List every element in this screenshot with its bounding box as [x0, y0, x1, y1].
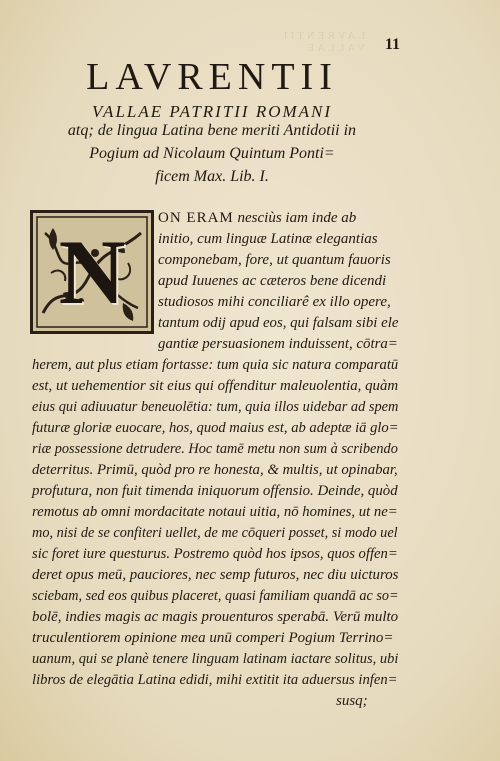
text-line-9: est, ut uehementior sit eius qui offenditur maleuolentia, quàm	[32, 378, 399, 394]
text-line-21: truculentiorem opinione mea unū comperi Pogium Terrino=	[32, 630, 394, 646]
opening-caps: ON ERAM	[158, 210, 234, 226]
text-line-6: tantum odij apud eos, qui falsam sibi ele	[158, 315, 399, 331]
text-line-19: sciebam, sed eos quibus placeret, quasi familiam quandā ac so=	[32, 588, 399, 604]
drop-cap-letter: N	[58, 221, 126, 323]
text-line-10: eius qui adiuuatur beneuolētia: tum, quia illos uidebar ad spem	[32, 399, 399, 415]
text-line-14: profutura, non fuit timenda iniquorum offensio. Deinde, quòd	[32, 483, 398, 499]
text-line-15: remotus ab omni mordacitate notaui uitia, nō homines, ut ne=	[32, 504, 398, 520]
text-line-22: uanum, qui se planè tenere linguam latinam iactare solitus, ubi	[32, 651, 399, 667]
text-line-1-rest: nesciùs iam inde ab	[233, 210, 357, 226]
text-line-23: libros de elegātia Latina edidi, mihi extitit ita aduersus infen=	[32, 672, 398, 688]
text-line-12: riæ possessione detrudere. Hoc tamē metu non sum à scribendo	[32, 441, 398, 457]
text-line-1	[158, 209, 356, 227]
text-line-24: susq;	[336, 693, 368, 709]
title-line-5: ficem Max. Lib. I.	[155, 168, 269, 185]
title-line-3: atq; de lingua Latina bene meriti Antidotii in	[67, 122, 357, 139]
title-line-4: Pogium ad Nicolaum Quintum Ponti=	[89, 145, 335, 162]
text-line-3: componebam, fore, ut quantum fauoris	[158, 252, 391, 268]
title-line-1: LAVRENTII	[86, 56, 338, 98]
text-line-13: deterritus. Primū, quòd pro re honesta, & multis, ut opinabar,	[32, 462, 398, 478]
text-line-16: mo, nisi de se confiteri uellet, de me cōqueri posset, si modo uel	[32, 525, 398, 541]
decorated-initial	[30, 210, 154, 334]
text-line-5: studiosos mihi conciliarê ex illo opere,	[158, 294, 391, 310]
text-line-8: herem, aut plus etiam fortasse: tum quia sic natura comparatū	[32, 357, 399, 373]
text-line-20: bolē, indies magis ac magis prouenturos sperabā. Verū multo	[32, 609, 399, 625]
bleed-through-text: LAVRENTII VALLAE	[280, 30, 365, 54]
page-number: 11	[384, 36, 400, 53]
text-line-11: futuræ gloriæ euocare, hos, quod maius est, ab adeptæ iā glo=	[32, 420, 399, 436]
text-line-4: apud Iuuenes ac cæteros bene dicendi	[158, 273, 387, 289]
title-line-2: VALLAE PATRITII ROMANI	[91, 102, 333, 121]
text-line-17: sic foret iure questurus. Postremo quòd hos ipsos, quos offen=	[32, 546, 398, 562]
text-line-2: initio, cum linguæ Latinæ elegantias	[158, 231, 378, 247]
text-line-18: deret opus meū, pauciores, nec semp futuros, nec diu uicturos	[32, 567, 399, 583]
text-line-7: gantiæ persuasionem induissent, cōtra=	[158, 336, 398, 352]
